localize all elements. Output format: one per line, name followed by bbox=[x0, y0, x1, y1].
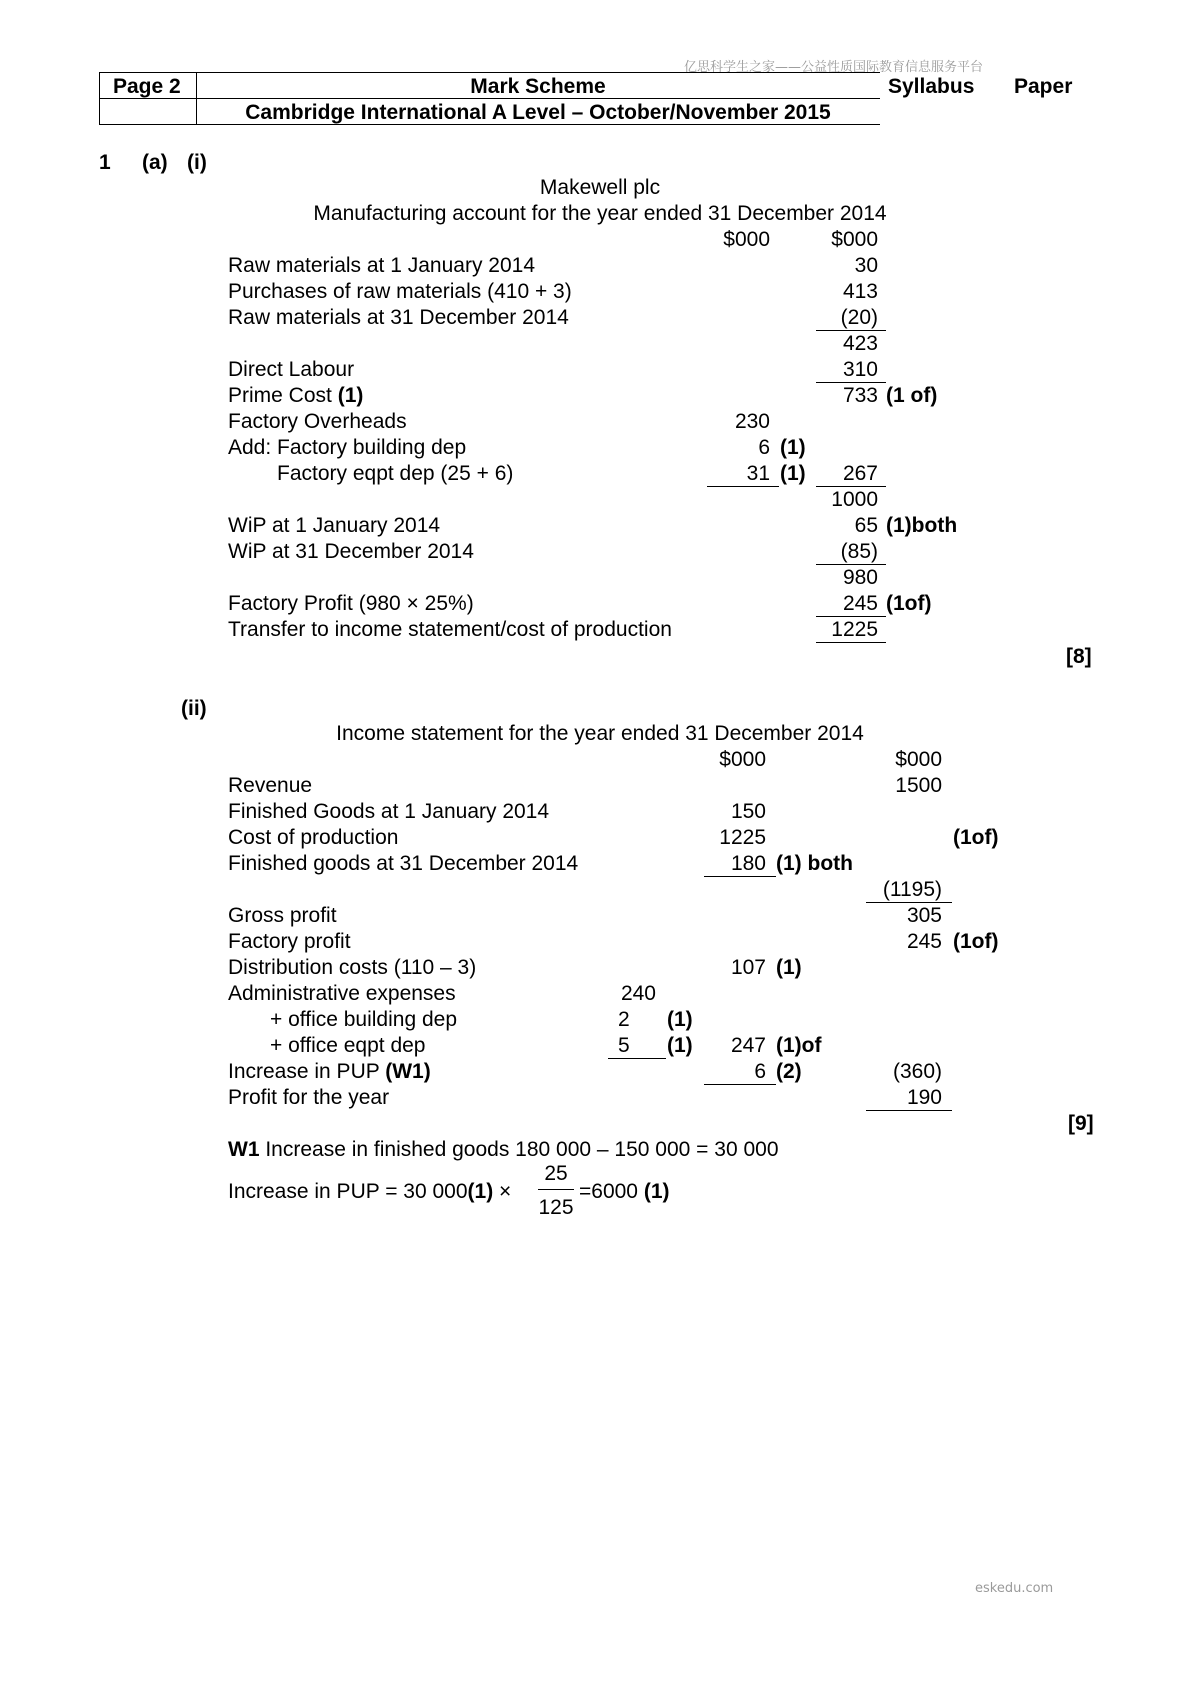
mark-annotation: (1)both bbox=[886, 514, 958, 537]
inc-col2-head: $000 bbox=[895, 748, 942, 771]
underline bbox=[816, 382, 886, 383]
mfg-col1-head: $000 bbox=[723, 228, 770, 251]
mark-annotation: (1of) bbox=[886, 592, 932, 615]
mfg-row-label: Raw materials at 1 January 2014 bbox=[228, 254, 535, 277]
total-marks-ii: [9] bbox=[1068, 1112, 1094, 1135]
underline bbox=[704, 1084, 776, 1085]
paper-label: Paper bbox=[1014, 75, 1073, 98]
mfg-row-col2: 413 bbox=[842, 280, 878, 303]
inc-row-label: Increase in PUP (W1) bbox=[228, 1060, 431, 1083]
underline bbox=[866, 1110, 952, 1111]
mfg-row-col1: 31 bbox=[746, 462, 770, 485]
total-marks-i: [8] bbox=[1066, 645, 1092, 668]
mfg-row-col2: 30 bbox=[854, 254, 878, 277]
manufacturing-title: Manufacturing account for the year ended 31 December 2014 bbox=[313, 202, 887, 225]
mfg-row-label: Prime Cost (1) bbox=[228, 384, 364, 407]
fraction-numerator: 25 bbox=[544, 1162, 568, 1185]
inc-row-label: Profit for the year bbox=[228, 1086, 390, 1109]
mfg-row-col1: 230 bbox=[734, 410, 770, 433]
inc-col1-head: $000 bbox=[719, 748, 766, 771]
mfg-row-col2: (85) bbox=[840, 540, 878, 563]
mfg-row-label: Factory eqpt dep (25 + 6) bbox=[277, 462, 514, 485]
mfg-col2-head: $000 bbox=[831, 228, 878, 251]
page-number: Page 2 bbox=[113, 75, 181, 98]
underline bbox=[707, 486, 779, 487]
mfg-row-col2: 1000 bbox=[831, 488, 878, 511]
mfg-row-label: Transfer to income statement/cost of production bbox=[228, 618, 672, 641]
mark-annotation: (1 of) bbox=[886, 384, 938, 407]
mfg-row-col2: 1225 bbox=[831, 618, 878, 641]
inc-row-col2: 190 bbox=[906, 1086, 942, 1109]
mfg-row-label: Purchases of raw materials (410 + 3) bbox=[228, 280, 572, 303]
watermark-top: 亿思科学生之家——公益性质国际教育信息服务平台 bbox=[684, 60, 984, 75]
income-title: Income statement for the year ended 31 December 2014 bbox=[336, 722, 864, 745]
mfg-row-label: Add: Factory building dep bbox=[228, 436, 467, 459]
mfg-row-col2: 267 bbox=[842, 462, 878, 485]
inc-row-col0: 2 bbox=[618, 1008, 630, 1031]
company-name: Makewell plc bbox=[539, 176, 661, 199]
fraction-denominator: 125 bbox=[538, 1196, 574, 1219]
inc-row-col2: 305 bbox=[906, 904, 942, 927]
mark-annotation: (1) bbox=[780, 462, 806, 485]
underline bbox=[816, 564, 886, 565]
subpart-ii: (ii) bbox=[181, 697, 207, 720]
mfg-row-label: Direct Labour bbox=[228, 358, 355, 381]
inc-row-label: Finished Goods at 1 January 2014 bbox=[228, 800, 550, 823]
inc-row-label: Administrative expenses bbox=[228, 982, 456, 1005]
w1-line: W1 Increase in finished goods 180 000 – 150 000 = 30 000 bbox=[228, 1138, 779, 1161]
mfg-row-label: Factory Overheads bbox=[228, 410, 407, 433]
mark-annotation: (1) bbox=[667, 1034, 693, 1057]
mfg-row-col1: 6 bbox=[758, 436, 770, 459]
pup-formula: Increase in PUP = 30 000(1) × bbox=[228, 1180, 512, 1203]
mark-scheme-title: Mark Scheme bbox=[470, 75, 606, 98]
inc-row-col2: (360) bbox=[892, 1060, 942, 1083]
inc-row-col1: 107 bbox=[730, 956, 766, 979]
mark-annotation: (1) both bbox=[776, 852, 853, 875]
inc-row-label: + office building dep bbox=[270, 1008, 458, 1031]
syllabus-label: Syllabus bbox=[888, 75, 975, 98]
pup-result: =6000 (1) bbox=[579, 1180, 670, 1203]
mfg-row-col2: 310 bbox=[842, 358, 878, 381]
mark-annotation: (1) bbox=[667, 1008, 693, 1031]
mfg-row-col2: 423 bbox=[842, 332, 878, 355]
mark-annotation: (1) bbox=[776, 956, 802, 979]
inc-row-col2: 245 bbox=[906, 930, 942, 953]
underline bbox=[608, 1058, 666, 1059]
mfg-row-col2: 733 bbox=[842, 384, 878, 407]
mfg-row-col2: 65 bbox=[854, 514, 878, 537]
subpart-i: (i) bbox=[187, 151, 207, 174]
underline bbox=[816, 486, 886, 487]
inc-row-label: + office eqpt dep bbox=[270, 1034, 426, 1057]
inc-row-label: Cost of production bbox=[228, 826, 399, 849]
question-part: (a) bbox=[142, 151, 168, 174]
underline bbox=[816, 642, 886, 643]
mfg-row-label: WiP at 31 December 2014 bbox=[228, 540, 474, 563]
mfg-row-label: Factory Profit (980 × 25%) bbox=[228, 592, 474, 615]
inc-row-col2: (1195) bbox=[882, 878, 942, 901]
inc-row-col1: 247 bbox=[730, 1034, 766, 1057]
mark-annotation: (1) bbox=[780, 436, 806, 459]
mfg-row-label: Raw materials at 31 December 2014 bbox=[228, 306, 569, 329]
fraction-bar bbox=[538, 1189, 574, 1190]
inc-row-col1: 6 bbox=[754, 1060, 766, 1083]
inc-row-label: Factory profit bbox=[228, 930, 351, 953]
inc-row-col1: 180 bbox=[730, 852, 766, 875]
underline bbox=[704, 876, 776, 877]
inc-row-col0: 240 bbox=[620, 982, 656, 1005]
underline bbox=[816, 616, 886, 617]
watermark-bottom: eskedu.com bbox=[975, 1581, 1054, 1596]
underline bbox=[816, 330, 886, 331]
inc-row-label: Finished goods at 31 December 2014 bbox=[228, 852, 579, 875]
mark-annotation: (2) bbox=[776, 1060, 802, 1083]
mfg-row-label: WiP at 1 January 2014 bbox=[228, 514, 441, 537]
inc-row-col1: 1225 bbox=[719, 826, 766, 849]
mark-annotation: (1of) bbox=[953, 826, 999, 849]
inc-row-col2: 1500 bbox=[895, 774, 942, 797]
mfg-row-col2: (20) bbox=[840, 306, 878, 329]
inc-row-label: Distribution costs (110 – 3) bbox=[228, 956, 477, 979]
inc-row-label: Gross profit bbox=[228, 904, 337, 927]
mfg-row-col2: 245 bbox=[842, 592, 878, 615]
question-number: 1 bbox=[99, 151, 111, 174]
inc-row-col1: 150 bbox=[730, 800, 766, 823]
exam-subtitle: Cambridge International A Level – October/November 2015 bbox=[245, 101, 831, 124]
inc-row-label: Revenue bbox=[228, 774, 313, 797]
mark-annotation: (1of) bbox=[953, 930, 999, 953]
mark-annotation: (1)of bbox=[776, 1034, 822, 1057]
inc-row-col0: 5 bbox=[618, 1034, 630, 1057]
mfg-row-col2: 980 bbox=[842, 566, 878, 589]
underline bbox=[866, 902, 952, 903]
